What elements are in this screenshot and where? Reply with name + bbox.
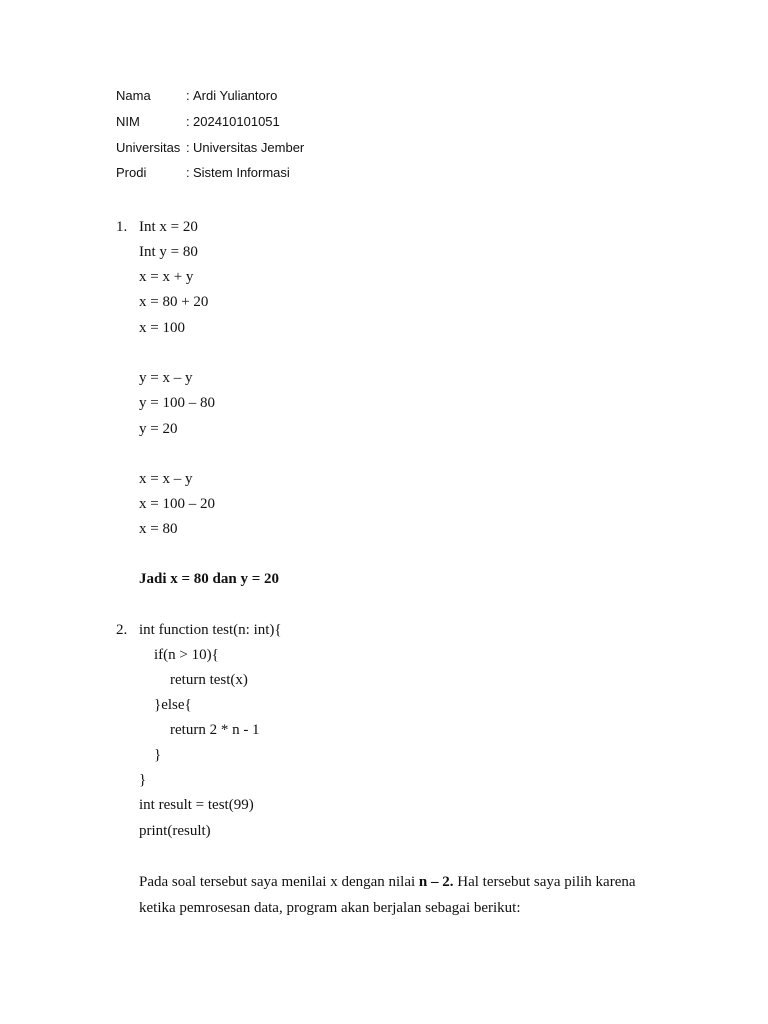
q2-code-line: if(n > 10){ [154, 647, 219, 663]
q1-line: x = x – y [139, 471, 193, 487]
q1-line: y = x – y [139, 370, 193, 386]
q2-paragraph-line-2 [139, 899, 521, 917]
paragraph-bold-text: n – 2. [418, 874, 454, 890]
header-label: NIM [116, 114, 140, 129]
q1-conclusion: Jadi x = 80 dan y = 20 [139, 571, 280, 587]
header-separator: : [186, 88, 190, 103]
q1-line: x = 80 [139, 521, 178, 537]
header-value: Universitas Jember [193, 140, 305, 155]
q1-line: Int y = 80 [139, 244, 198, 260]
q1-line: y = 20 [139, 421, 178, 437]
header-label: Universitas [116, 140, 181, 155]
q2-code-line: }else{ [154, 697, 192, 713]
q2-code-line: } [139, 772, 147, 788]
header-value: Ardi Yuliantoro [193, 88, 278, 103]
q2-code-line: int result = test(99) [139, 797, 254, 813]
q2-code-line: print(result) [139, 823, 211, 839]
q2-code-line: return test(x) [170, 672, 248, 688]
q1-line: x = 80 + 20 [139, 294, 209, 310]
q2-code-line: int function test(n: int){ [139, 622, 282, 638]
question-2-number: 2. [116, 622, 128, 638]
q1-line: y = 100 – 80 [139, 395, 215, 411]
q2-code-line: return 2 * n - 1 [170, 722, 260, 738]
header-label: Prodi [116, 165, 147, 180]
header-value: Sistem Informasi [193, 165, 290, 180]
question-1-number: 1. [116, 219, 128, 235]
q1-line: x = 100 – 20 [139, 496, 215, 512]
header-separator: : [186, 140, 190, 155]
header-value: 202410101051 [193, 114, 280, 129]
header-label: Nama [116, 88, 151, 103]
header-separator: : [186, 165, 190, 180]
q2-code-line: } [154, 747, 162, 763]
q2-paragraph-line-1 [139, 873, 636, 891]
q1-line: x = x + y [139, 269, 194, 285]
q1-line: x = 100 [139, 320, 185, 336]
q1-line: Int x = 20 [139, 219, 198, 235]
paragraph-text: Hal tersebut saya pilih karena [453, 874, 636, 890]
paragraph-text: Pada soal tersebut saya menilai x dengan nilai [139, 874, 419, 890]
paragraph-text: ketika pemrosesan data, program akan berjalan sebagai berikut: [139, 900, 521, 916]
header-separator: : [186, 114, 190, 129]
